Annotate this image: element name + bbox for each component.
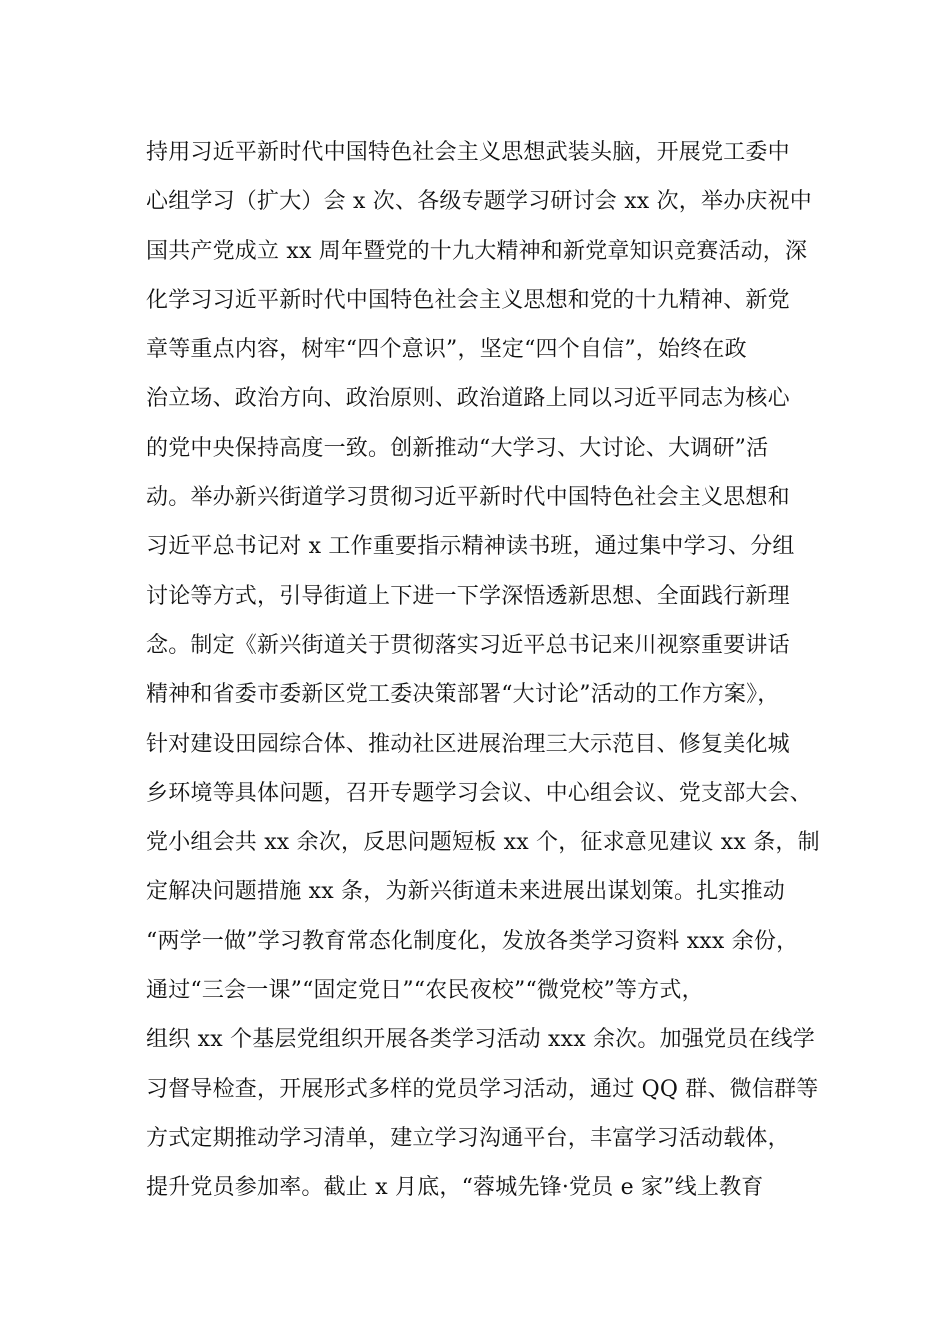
text-line: 念。制定《新兴街道关于贯彻落实习近平总书记来川视察重要讲话 (146, 632, 790, 658)
text-line: “两学一做”学习教育常态化制度化，发放各类学习资料 xxx 余份， (146, 928, 799, 954)
text-line: 治立场、政治方向、政治原则、政治道路上同以习近平同志为核心 (146, 386, 790, 412)
text-line: 组织 xx 个基层党组织开展各类学习活动 xxx 余次。加强党员在线学 (146, 1027, 816, 1053)
text-line: 精神和省委市委新区党工委决策部署“大讨论”活动的工作方案》， (146, 682, 780, 708)
body-text (146, 128, 826, 1213)
text-line: 乡环境等具体问题，召开专题学习会议、中心组会议、党支部大会、 (146, 780, 813, 806)
text-line: 动。举办新兴街道学习贯彻习近平新时代中国特色社会主义思想和 (146, 485, 790, 511)
text-line: 化学习习近平新时代中国特色社会主义思想和党的十九精神、新党 (146, 287, 790, 313)
text-line: 针对建设田园综合体、推动社区进展治理三大示范目、修复美化城 (146, 731, 790, 757)
text-line: 持用习近平新时代中国特色社会主义思想武装头脑，开展党工委中 (146, 140, 790, 165)
text-line: 章等重点内容，树牢“四个意识”，坚定“四个自信”，始终在政 (146, 337, 747, 363)
text-line: 习督导检查，开展形式多样的党员学习活动，通过 QQ 群、微信群等 (146, 1076, 819, 1102)
text-line: 的党中央保持高度一致。创新推动“大学习、大讨论、大调研”活 (146, 435, 769, 461)
text-line: 习近平总书记对 x 工作重要指示精神读书班，通过集中学习、分组 (146, 534, 795, 560)
text-line: 提升党员参加率。截止 x 月底，“蓉城先锋·党员 e 家”线上教育 (146, 1175, 764, 1201)
text-line: 方式定期推动学习清单，建立学习沟通平台，丰富学习活动载体， (146, 1125, 790, 1151)
text-line: 国共产党成立 xx 周年暨党的十九大精神和新党章知识竞赛活动，深 (146, 238, 808, 264)
text-line: 讨论等方式，引导街道上下进一下学深悟透新思想、全面践行新理 (146, 583, 790, 609)
text-line: 心组学习（扩大）会 x 次、各级专题学习研讨会 xx 次，举办庆祝中 (146, 189, 812, 215)
text-line: 党小组会共 xx 余次，反思问题短板 xx 个，征求意见建议 xx 条，制 (146, 830, 820, 856)
text-line: 定解决问题措施 xx 条，为新兴街道未来进展出谋划策。扎实推动 (146, 879, 786, 905)
text-line: 通过“三会一课”“固定党日”“农民夜校”“微党校”等方式， (146, 978, 704, 1004)
